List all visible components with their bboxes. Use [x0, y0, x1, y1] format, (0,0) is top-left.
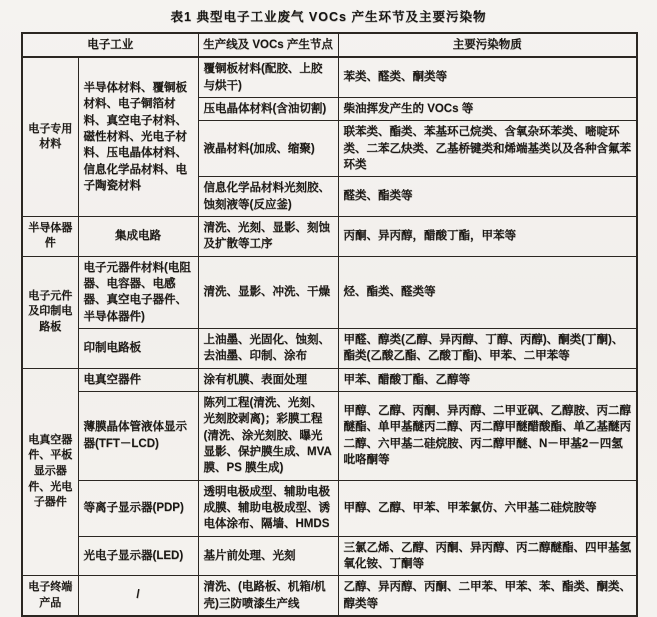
category-cell: 半导体器件 — [22, 216, 78, 256]
pollutants-cell: 醛类、酯类等 — [338, 177, 637, 217]
table-row — [22, 256, 637, 328]
process-cell: 陈列工程(清洗、光刻、光刻胶剥离)；彩膜工程(清洗、涂光刻胶、曝光显影、保护膜生成、MVA 膜、PS 膜生成) — [198, 391, 338, 480]
pollutants-cell: 甲醛、醇类(乙醇、异丙醇、丁醇、丙醇)、酮类(丁酮)、酯类(乙酸乙酯、乙酸丁酯)、甲苯、二甲苯等 — [338, 328, 637, 368]
process-cell: 上油墨、光固化、蚀刻、去油墨、印制、涂布 — [198, 328, 338, 368]
table-row — [22, 576, 637, 616]
material-cell: 薄膜晶体管液体显示器(TFT－LCD) — [78, 391, 198, 480]
process-cell: 液晶材料(加成、缩聚) — [198, 121, 338, 177]
process-cell: 压电晶体材料(含油切割) — [198, 97, 338, 120]
voc-pollutants-table — [21, 32, 638, 617]
pollutants-cell: 联苯类、酯类、苯基环己烷类、含氧杂环苯类、嘧啶环类、二苯乙炔类、乙基桥键类和烯端基类以及各种含氟苯环类 — [338, 121, 637, 177]
pollutants-cell: 苯类、醛类、酮类等 — [338, 57, 637, 97]
pollutants-cell: 柴油挥发产生的 VOCs 等 — [338, 97, 637, 120]
process-cell: 基片前处理、光刻 — [198, 536, 338, 576]
header-cell-pollutants: 主要污染物质 — [338, 33, 637, 57]
pollutants-cell: 三氯乙烯、乙醇、丙酮、异丙醇、丙二醇醚酯、四甲基氢氧化铵、丁酮等 — [338, 536, 637, 576]
process-cell: 清洗、显影、冲洗、干燥 — [198, 256, 338, 328]
process-cell: 清洗、(电路板、机箱/机壳)三防喷漆生产线 — [198, 576, 338, 616]
table-row — [22, 216, 637, 256]
pollutants-cell: 丙酮、异丙醇，醋酸丁酯，甲苯等 — [338, 216, 637, 256]
process-cell: 透明电极成型、辅助电极成膜、辅助电极成型、诱电体涂布、隔墙、HMDS — [198, 480, 338, 536]
material-cell: / — [78, 576, 198, 616]
process-cell: 涂有机膜、表面处理 — [198, 368, 338, 391]
process-cell: 信息化学品材料光刻胶、蚀刻液等(反应釜) — [198, 177, 338, 217]
material-cell: 光电子显示器(LED) — [78, 536, 198, 576]
pollutants-cell: 甲苯、醋酸丁酯、乙醇等 — [338, 368, 637, 391]
table-row — [22, 391, 637, 480]
pollutants-cell: 甲醇、乙醇、丙酮、异丙醇、二甲亚砜、乙醇胺、丙二醇醚酯、单甲基醚丙二醇、丙二醇甲醚醋酸酯、单乙基醚丙二醇、六甲基二硅烷胺、丙二醇甲醚、N－甲基2－四氢吡咯酮等 — [338, 391, 637, 480]
material-cell: 印制电路板 — [78, 328, 198, 368]
table-row — [22, 480, 637, 536]
process-cell: 覆铜板材料(配胶、上胶与烘干) — [198, 57, 338, 97]
category-cell: 电真空器件、平板显示器件、光电子器件 — [22, 368, 78, 576]
table-row — [22, 368, 637, 391]
pollutants-cell: 烃、酯类、醛类等 — [338, 256, 637, 328]
category-cell: 电子元件及印制电路板 — [22, 256, 78, 368]
table-row — [22, 328, 637, 368]
header-cell-process: 生产线及 VOCs 产生节点 — [198, 33, 338, 57]
material-cell: 半导体材料、覆铜板材料、电子铜箔材料、真空电子材料、磁性材料、光电子材料、压电晶体材料、信息化学品材料、电子陶瓷材料 — [78, 57, 198, 216]
category-cell: 电子终端产品 — [22, 576, 78, 616]
process-cell: 清洗、光刻、显影、刻蚀及扩散等工序 — [198, 216, 338, 256]
material-cell: 集成电路 — [78, 216, 198, 256]
material-cell: 电子元器件材料(电阻器、电容器、电感器、真空电子器件、半导体器件) — [78, 256, 198, 328]
material-cell: 电真空器件 — [78, 368, 198, 391]
pollutants-cell: 乙醇、异丙醇、丙酮、二甲苯、甲苯、苯、酯类、酮类、醇类等 — [338, 576, 637, 616]
pollutants-cell: 甲醇、乙醇、甲苯、甲苯氯仿、六甲基二硅烷胺等 — [338, 480, 637, 536]
material-cell: 等离子显示器(PDP) — [78, 480, 198, 536]
header-cell-industry: 电子工业 — [22, 33, 198, 57]
table-title: 表1 典型电子工业废气 VOCs 产生环节及主要污染物 — [170, 10, 487, 24]
header-row — [22, 33, 637, 57]
category-cell: 电子专用材料 — [22, 57, 78, 216]
table-row — [22, 57, 637, 97]
